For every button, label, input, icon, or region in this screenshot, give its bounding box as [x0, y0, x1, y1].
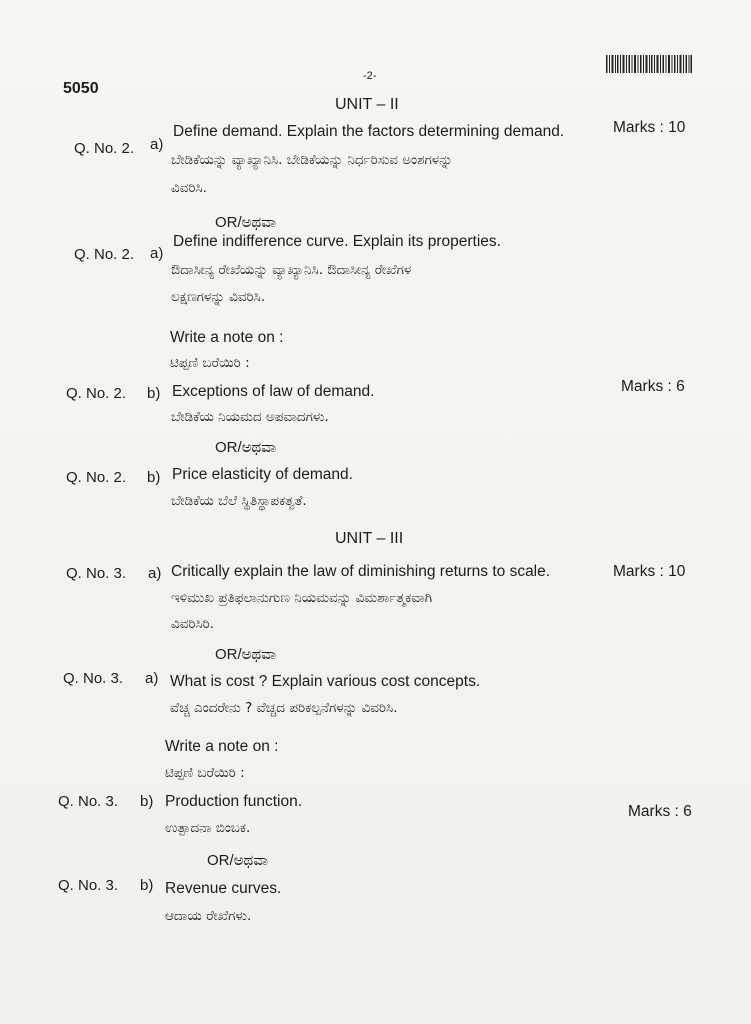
question-text-kn-cont: ಲಕ್ಷಣಗಳನ್ನು ವಿವರಿಸಿ.	[171, 289, 266, 305]
question-text-kn: ಆದಾಯ ರೇಖೆಗಳು.	[165, 908, 252, 924]
or-separator: OR/ಅಥವಾ	[215, 439, 277, 456]
question-number: Q. No. 2.	[74, 140, 135, 157]
question-part: a)	[150, 245, 164, 262]
unit-2-title: UNIT – II	[335, 96, 399, 113]
marks-label: Marks : 10	[613, 119, 686, 136]
question-number: Q. No. 2.	[66, 385, 127, 402]
page-number: -2-	[363, 70, 377, 82]
question-number: Q. No. 3.	[58, 793, 119, 810]
unit-3-title: UNIT – III	[335, 530, 404, 547]
question-number: Q. No. 3.	[63, 670, 124, 687]
or-separator: OR/ಅಥವಾ	[207, 852, 269, 869]
marks-label: Marks : 10	[613, 563, 686, 580]
question-text-en: Production function.	[165, 793, 303, 810]
question-text-kn: ಬೇಡಿಕೆಯನ್ನು ವ್ಯಾಖ್ಯಾನಿಸಿ. ಬೇಡಿಕೆಯನ್ನು ನಿರ್ಧರಿಸುವ ಅಂಶಗಳನ್ನು	[171, 152, 453, 168]
question-number: Q. No. 3.	[58, 877, 119, 894]
question-number: Q. No. 2.	[74, 246, 135, 263]
question-text-en: Price elasticity of demand.	[172, 466, 353, 483]
or-separator: OR/ಅಥವಾ	[215, 646, 277, 663]
question-text-kn: ಉತ್ಪಾದನಾ ಬಿಂಬಕ.	[165, 820, 251, 836]
question-text-en: Define demand. Explain the factors determining demand.	[173, 123, 565, 140]
question-text-kn: ಇಳಿಮುಖ ಪ್ರತಿಫಲಾನುಗುಣ ನಿಯಮವನ್ನು ವಿಮರ್ಶಾತ್ಮಕವಾಗಿ	[171, 590, 433, 606]
question-text-kn: ಬೇಡಿಕೆಯ ಬೆಲೆ ಸ್ಥಿತಿಸ್ಥಾಪಕತ್ವತೆ.	[171, 493, 307, 509]
question-part: a)	[148, 565, 162, 582]
write-note-label: Write a note on :	[165, 738, 279, 755]
question-part: b)	[140, 793, 154, 810]
question-text-en: Exceptions of law of demand.	[172, 383, 375, 400]
question-part: b)	[147, 385, 161, 402]
question-part: b)	[140, 877, 154, 894]
question-text-kn-cont: ವಿವರಿಸಿ.	[171, 180, 207, 196]
marks-label: Marks : 6	[621, 378, 685, 395]
question-number: Q. No. 2.	[66, 469, 127, 486]
question-part: b)	[147, 469, 161, 486]
barcode-icon	[606, 55, 692, 73]
question-text-kn-cont: ವಿವರಿಸಿರಿ.	[171, 616, 215, 632]
question-text-en: Define indifference curve. Explain its properties.	[173, 233, 501, 250]
question-part: a)	[145, 670, 159, 687]
write-note-label-kn: ಟಿಪ್ಪಣಿ ಬರೆಯಿರಿ :	[165, 765, 245, 781]
marks-label: Marks : 6	[628, 803, 692, 820]
paper-code: 5050	[63, 80, 99, 97]
question-text-en: Critically explain the law of diminishing returns to scale.	[171, 563, 551, 580]
question-text-en: What is cost ? Explain various cost concepts.	[170, 673, 481, 690]
write-note-label-kn: ಟಿಪ್ಪಣಿ ಬರೆಯಿರಿ :	[170, 355, 250, 371]
question-text-kn: ಔದಾಸೀನ್ಯ ರೇಖೆಯನ್ನು ವ್ಯಾಖ್ಯಾನಿಸಿ. ಔದಾಸೀನ್ಯ ರೇಖೆಗಳ	[171, 262, 412, 278]
question-text-en: Revenue curves.	[165, 880, 282, 897]
write-note-label: Write a note on :	[170, 329, 284, 346]
question-number: Q. No. 3.	[66, 565, 127, 582]
question-part: a)	[150, 136, 164, 153]
question-text-kn: ಬೇಡಿಕೆಯ ನಿಯಮದ ಅಪವಾದಗಳು.	[171, 409, 329, 425]
or-separator: OR/ಅಥವಾ	[215, 214, 277, 231]
question-text-kn: ವೆಚ್ಚ ಎಂದರೇನು ? ವೆಚ್ಚದ ಪರಿಕಲ್ಪನೆಗಳನ್ನು ವಿವರಿಸಿ.	[170, 700, 398, 716]
